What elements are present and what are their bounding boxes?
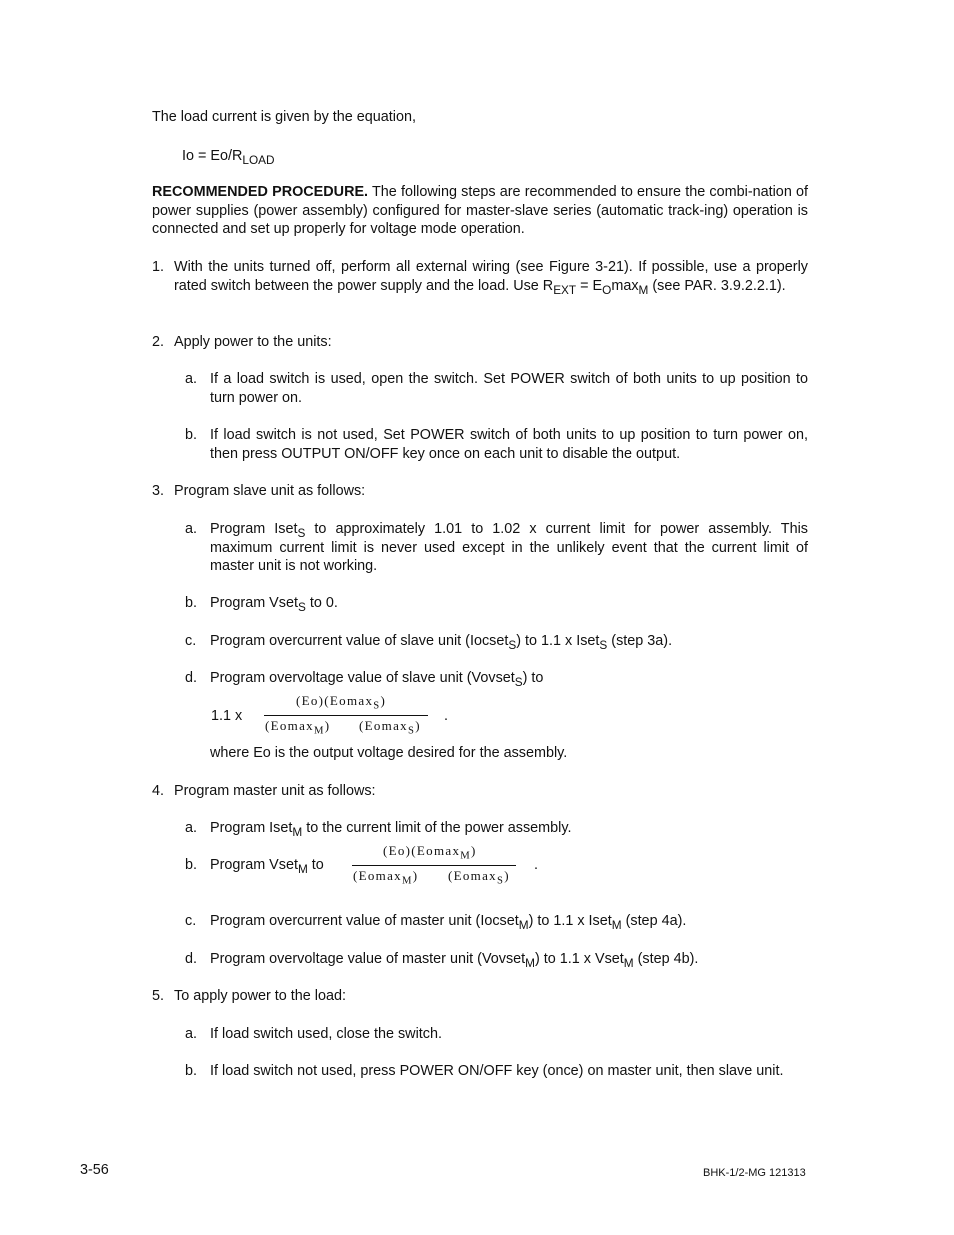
step-1-number: 1. xyxy=(152,259,165,275)
step-5b-letter: b. xyxy=(185,1063,198,1079)
step-2-number: 2. xyxy=(152,334,165,350)
step-2b-text: If load switch is not used, Set POWER switch of both units to up position to turn power on, then press OUTPUT ON/OFF key once on each unit to disable the output. xyxy=(210,427,808,462)
step-3a-text: Program Iset$_S$ to approximately 1.01 to 1.02 x current limit for power assembly. This maximum current limit is never used except in the unlikely event that the current limit of master unit is not working. xyxy=(210,521,808,574)
step-3d-fraction-bar xyxy=(264,715,428,716)
step-4c-letter: c. xyxy=(185,913,197,929)
step-4b-text: Program Vset$_M$ to xyxy=(210,857,324,877)
step-2a-letter: a. xyxy=(185,371,198,387)
page-number: 3-56 xyxy=(80,1162,109,1178)
step-4-number: 4. xyxy=(152,783,165,799)
step-3a-letter: a. xyxy=(185,521,198,537)
step-4b-fraction-bar xyxy=(352,865,516,866)
step-4b-letter: b. xyxy=(185,857,198,873)
step-4c-text: Program overcurrent value of master unit (Iocset$_M$) to 1.1 x Iset$_M$ (step 4a). xyxy=(210,913,687,933)
step-4d-text: Program overvoltage value of master unit (Vovset$_M$) to 1.1 x Vset$_M$ (step 4b). xyxy=(210,951,699,971)
step-2a-text: If a load switch is used, open the switch. Set POWER switch of both units to up position to turn power on. xyxy=(210,371,808,406)
step-1-text: With the units turned off, perform all external wiring (see Figure 3-21). If possible, use a properly rated switch between the power supply and the load. Use $R_{EXT} = E_O\max_M$ (see PAR. 3.9.2.2.1). xyxy=(174,259,808,297)
step-4a-letter: a. xyxy=(185,820,198,836)
step-3d-formula-numerator: (Eo)(Eomax$_S$) xyxy=(296,693,387,712)
step-3b-letter: b. xyxy=(185,595,198,611)
intro-text: The load current is given by the equation, xyxy=(152,109,416,125)
document-id: BHK-1/2-MG 121313 xyxy=(703,1167,806,1179)
step-3d-formula-denominator-1: (Eomax$_M$) xyxy=(265,718,331,737)
step-5a-text: If load switch used, close the switch. xyxy=(210,1026,442,1042)
step-2-text: Apply power to the units: xyxy=(174,334,332,350)
step-3d-formula-period: . xyxy=(444,708,448,724)
step-3d-text: Program overvoltage value of slave unit (Vovset$_S$) to xyxy=(210,670,544,690)
recommended-procedure-heading: RECOMMENDED PROCEDURE. xyxy=(152,184,369,200)
step-4a-text: Program Iset$_M$ to the current limit of the power assembly. xyxy=(210,820,572,840)
step-4b-formula-denominator-2: (Eomax$_S$) xyxy=(448,868,510,887)
step-3d-where-text: where Eo is the output voltage desired for the assembly. xyxy=(210,745,568,761)
step-5-number: 5. xyxy=(152,988,165,1004)
step-4d-letter: d. xyxy=(185,951,198,967)
load-current-equation: $Io = Eo/R_{LOAD}$ xyxy=(182,148,275,168)
step-5-text: To apply power to the load: xyxy=(174,988,346,1004)
step-3c-text: Program overcurrent value of slave unit (Iocset$_S$) to 1.1 x Iset$_S$ (step 3a). xyxy=(210,633,673,653)
step-3d-formula-denominator-2: (Eomax$_S$) xyxy=(359,718,421,737)
step-4b-formula-period: . xyxy=(534,857,538,873)
step-4b-formula-denominator-1: (Eomax$_M$) xyxy=(353,868,419,887)
recommended-procedure-paragraph: RECOMMENDED PROCEDURE. The following steps are recommended to ensure the combi-nation of power supplies (power assembly) configured for master-slave series (automatic track-ing) operation is connected and set up properly for voltage mode operation. xyxy=(152,184,809,237)
step-5b-text: If load switch not used, press POWER ON/OFF key (once) on master unit, then slave unit. xyxy=(210,1063,784,1079)
step-4-text: Program master unit as follows: xyxy=(174,783,376,799)
step-3d-letter: d. xyxy=(185,670,198,686)
step-3-text: Program slave unit as follows: xyxy=(174,483,366,499)
step-3d-formula-prefix: 1.1 x xyxy=(211,708,243,724)
step-4b-formula-numerator: (Eo)(Eomax$_M$) xyxy=(383,843,477,862)
step-3-number: 3. xyxy=(152,483,165,499)
step-3c-letter: c. xyxy=(185,633,197,649)
step-3b-text: Program Vset$_S$ to 0. xyxy=(210,595,338,615)
step-2b-letter: b. xyxy=(185,427,198,443)
step-5a-letter: a. xyxy=(185,1026,198,1042)
